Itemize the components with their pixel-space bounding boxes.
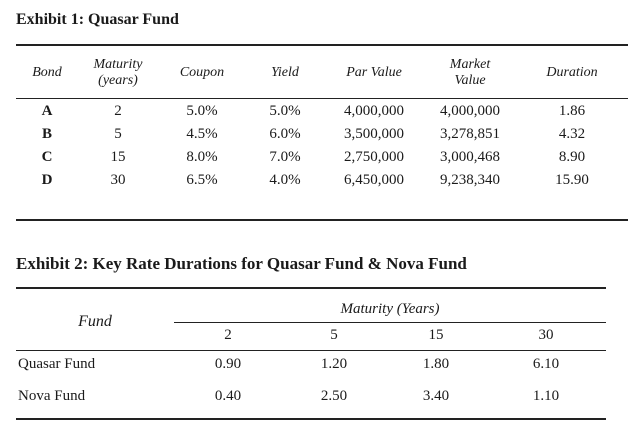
market-value-cell: 9,238,340 bbox=[440, 172, 500, 188]
duration-cell: 1.86 bbox=[558, 103, 586, 119]
header-maturity-line1: Maturity bbox=[93, 57, 143, 72]
exhibit2-table bbox=[16, 296, 606, 412]
krd-cell: 2.50 bbox=[320, 387, 348, 404]
header-bond: Bond bbox=[32, 65, 62, 80]
header-yield: Yield bbox=[271, 65, 299, 80]
table-row bbox=[16, 146, 628, 169]
yield-cell: 5.0% bbox=[269, 103, 301, 119]
exhibit1-header-rule bbox=[16, 98, 628, 99]
coupon-cell: 8.0% bbox=[186, 149, 218, 165]
exhibit2-header-row bbox=[16, 296, 606, 322]
bond-cell: B bbox=[41, 126, 52, 142]
duration-cell: 4.32 bbox=[558, 126, 586, 142]
table-row bbox=[16, 169, 628, 192]
exhibit2-top-rule bbox=[16, 287, 606, 289]
fund-name-cell: Nova Fund bbox=[18, 387, 86, 404]
yield-cell: 7.0% bbox=[269, 149, 301, 165]
market-value-cell: 3,278,851 bbox=[440, 126, 500, 142]
duration-cell: 8.90 bbox=[558, 149, 586, 165]
header-maturity bbox=[78, 50, 158, 96]
header-par-value: Par Value bbox=[346, 65, 402, 80]
maturity-cell: 5 bbox=[114, 126, 122, 142]
table-row bbox=[16, 123, 628, 146]
yield-cell: 6.0% bbox=[269, 126, 301, 142]
table-row bbox=[16, 348, 606, 380]
table-row bbox=[16, 380, 606, 412]
header-coupon: Coupon bbox=[179, 65, 225, 80]
krd-cell: 1.20 bbox=[320, 355, 348, 372]
header-market-value bbox=[424, 50, 516, 96]
header-maturity-30: 30 bbox=[538, 326, 554, 343]
exhibit1-bottom-rule bbox=[16, 219, 628, 221]
krd-cell: 0.90 bbox=[214, 355, 242, 372]
market-value-cell: 4,000,000 bbox=[440, 103, 500, 119]
coupon-cell: 5.0% bbox=[186, 103, 218, 119]
header-maturity-years: Maturity (Years) bbox=[340, 300, 440, 317]
header-maturity-line2: (years) bbox=[98, 73, 138, 88]
exhibit1-header-row bbox=[16, 50, 628, 96]
exhibit2-bottom-rule bbox=[16, 418, 606, 420]
par-value-cell: 3,500,000 bbox=[344, 126, 404, 142]
maturity-cell: 15 bbox=[110, 149, 126, 165]
bond-cell: D bbox=[41, 172, 53, 188]
header-duration: Duration bbox=[546, 65, 598, 80]
header-market-line1: Market bbox=[449, 57, 491, 72]
bond-cell: A bbox=[41, 103, 53, 119]
header-market-line2: Value bbox=[454, 73, 486, 88]
exhibit2-header-rule bbox=[16, 350, 606, 351]
krd-cell: 1.10 bbox=[532, 387, 560, 404]
coupon-cell: 6.5% bbox=[186, 172, 218, 188]
maturity-cell: 2 bbox=[114, 103, 122, 119]
header-maturity-5: 5 bbox=[330, 326, 338, 343]
yield-cell: 4.0% bbox=[269, 172, 301, 188]
exhibit1-table bbox=[16, 50, 628, 192]
header-maturity-2: 2 bbox=[224, 326, 232, 343]
par-value-cell: 2,750,000 bbox=[344, 149, 404, 165]
par-value-cell: 4,000,000 bbox=[344, 103, 404, 119]
exhibit1-top-rule bbox=[16, 44, 628, 46]
krd-cell: 0.40 bbox=[214, 387, 242, 404]
par-value-cell: 6,450,000 bbox=[344, 172, 404, 188]
market-value-cell: 3,000,468 bbox=[440, 149, 500, 165]
exhibit2-maturity-rule bbox=[174, 322, 606, 323]
krd-cell: 1.80 bbox=[422, 355, 450, 372]
header-maturity-15: 15 bbox=[428, 326, 444, 343]
coupon-cell: 4.5% bbox=[186, 126, 218, 142]
bond-cell: C bbox=[41, 149, 53, 165]
header-fund: Fund bbox=[78, 313, 112, 330]
krd-cell: 3.40 bbox=[422, 387, 450, 404]
fund-name-cell: Quasar Fund bbox=[18, 355, 96, 372]
exhibit1-title: Exhibit 1: Quasar Fund bbox=[16, 11, 179, 28]
exhibit2-title: Exhibit 2: Key Rate Durations for Quasar Fund & Nova Fund bbox=[16, 254, 467, 273]
krd-cell: 6.10 bbox=[532, 355, 560, 372]
maturity-cell: 30 bbox=[110, 172, 126, 188]
duration-cell: 15.90 bbox=[555, 172, 589, 188]
table-row bbox=[16, 96, 628, 123]
